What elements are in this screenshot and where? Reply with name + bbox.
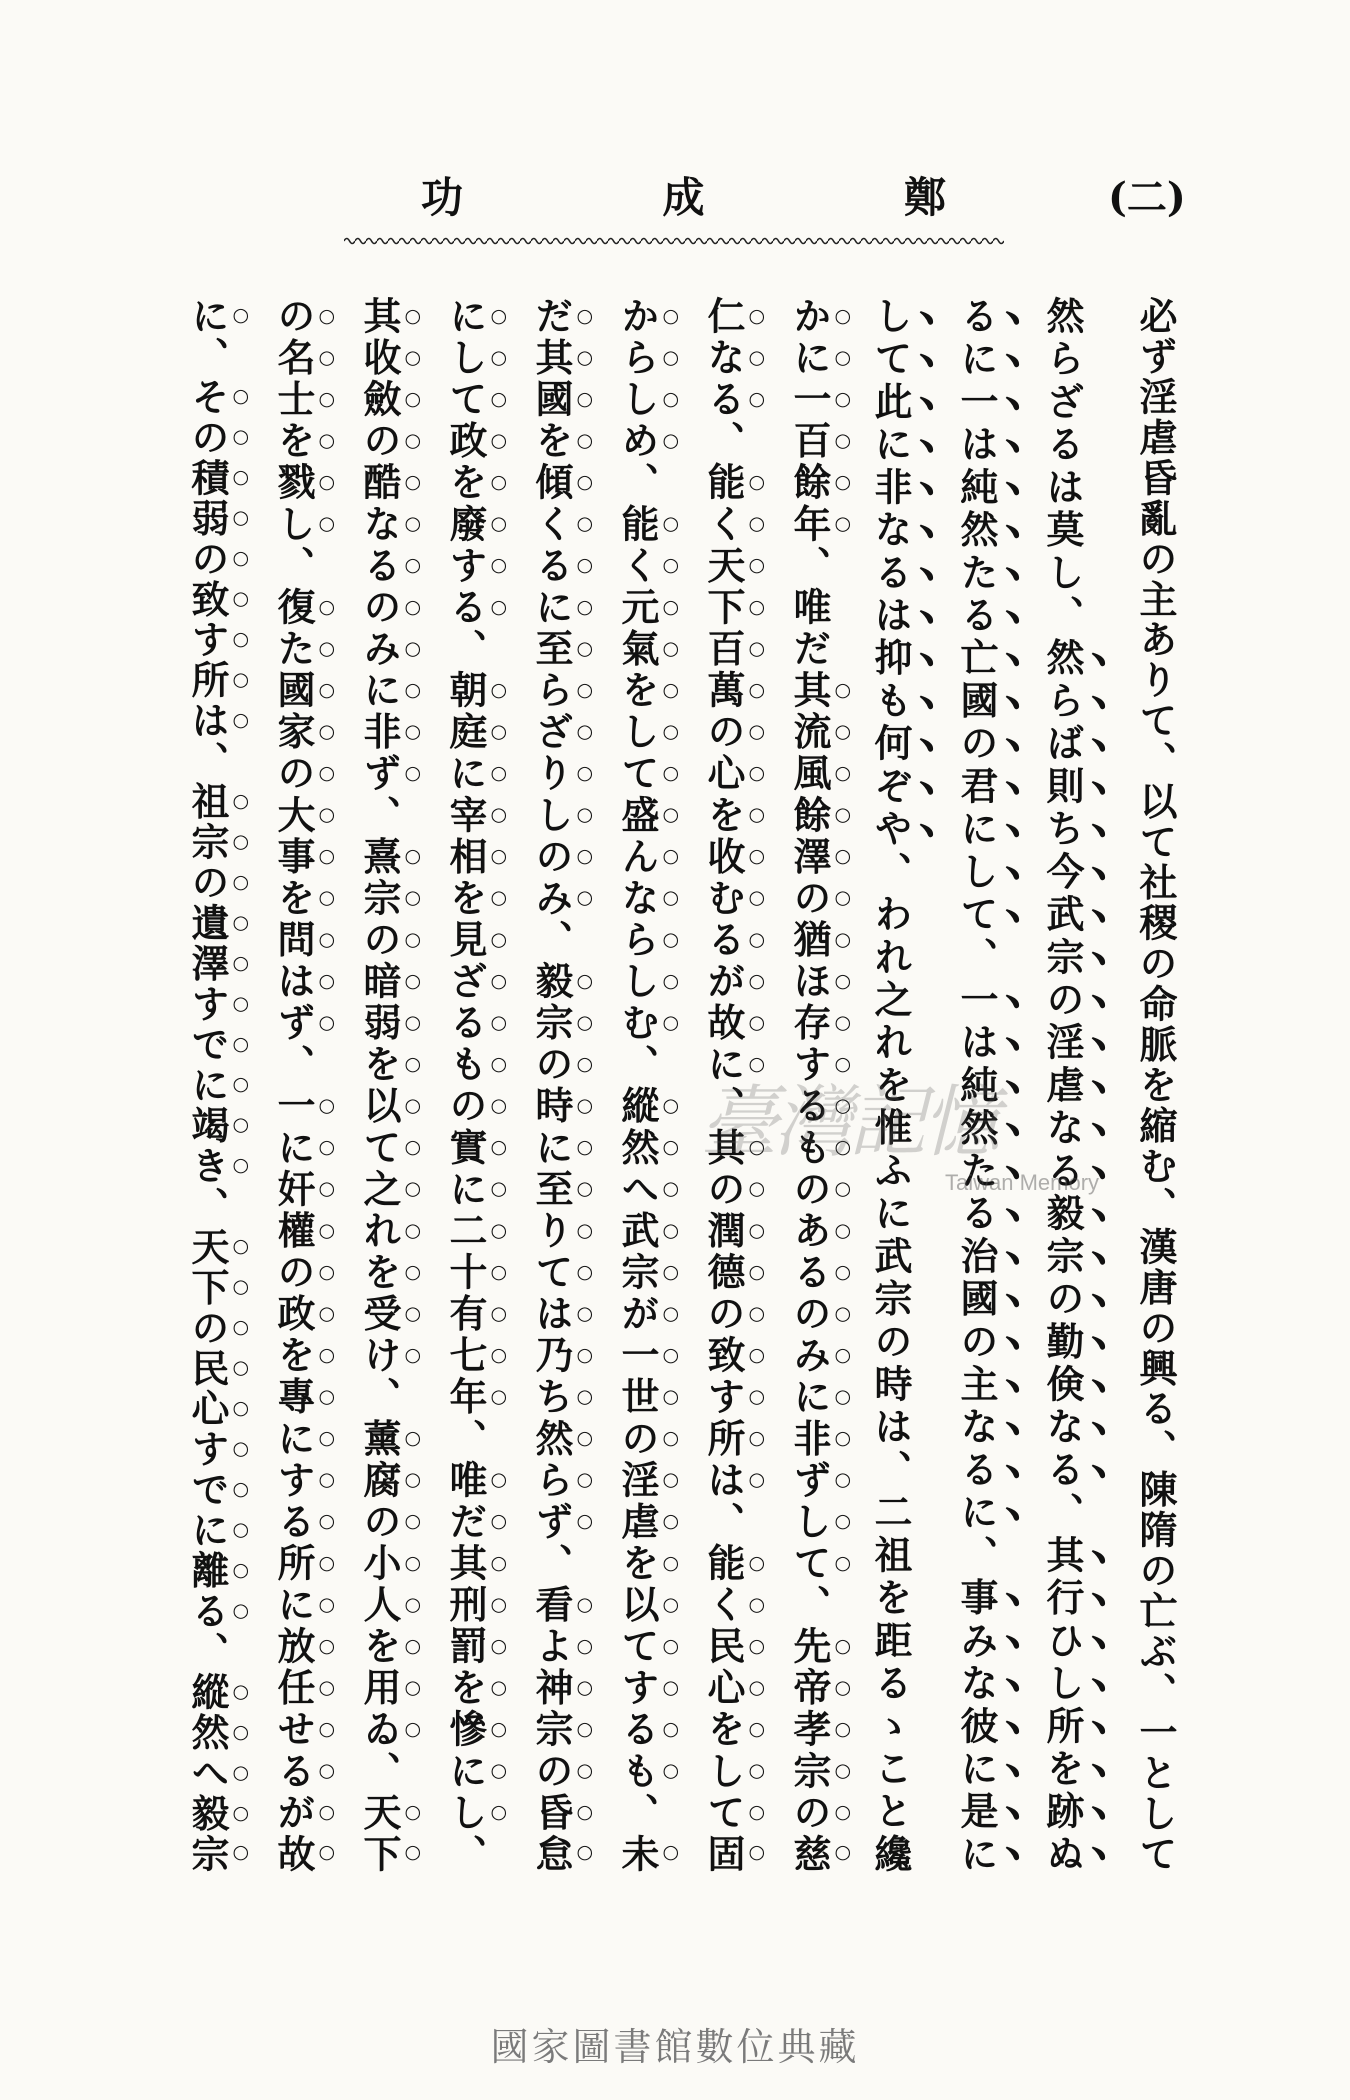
text-segment: かに一百餘年 [787,296,832,546]
text-segment: 仁なる、能く天下百萬の心を收むるが故に、其の潤德の致す所は、能く民心をして固 [701,296,746,1872]
text-segment: にして政を廢する、朝庭に宰相を見ざるもの實に二十有七年、唯だ其刑罰を慘にし、 [443,296,488,1872]
text-column [424,296,510,1872]
watermark-logo: 臺灣記憶 [700,1078,997,1168]
text-segment: 、われ之れを惟ふに武宗の時は、二祖を距るゝこと纔 [868,851,913,1872]
text-column [768,296,854,1872]
text-segment: だ其國を傾くるに至らざりしのみ、毅宗の時に至りては乃ち然らず、看よ神宗の昏怠 [529,296,574,1872]
text-segment: 其流風餘澤の猶ほ存するものあるのみに非ずして、先帝孝宗の慈 [787,670,832,1872]
running-title: 鄭成功 [421,173,946,222]
text-segment: 其收斂の酷なるのみに非ず、熹宗の暗弱を以て之れを受け、薰腐の小人を用ゐ、天下 [357,296,402,1872]
text-column [510,296,596,1872]
text-segment: して此に非なるは抑も何ぞや [868,296,913,852]
text-column [596,296,682,1872]
wavy-header-rule [344,234,1004,248]
text-column [252,296,338,1872]
body-text [166,296,1198,1872]
text-column [338,296,424,1872]
text-column [940,296,1026,1872]
page-number: (二) [1108,174,1186,221]
text-column [1112,296,1198,1872]
text-segment: 然らば則ち今武宗の淫虐なる毅宗の勤倹なる、其行ひし所を跡ぬ [1040,637,1085,1872]
text-segment: 必ず淫虐昏亂の主ありて、以て社稷の命脈を縮む、漢唐の興る、陳隋の亡ぶ、一として [1133,296,1178,1872]
text-column [682,296,768,1872]
text-segment: 、唯だ [787,545,832,671]
text-segment: 然らざるは莫し、 [1040,296,1085,638]
text-column [854,296,940,1872]
collection-credit: 國家圖書館數位典藏 [490,2025,860,2069]
text-column [1026,296,1112,1872]
text-segment: に、その積弱の致す所は、祖宗の遺澤すでに竭き、天下の民心すでに離る、縱然へ毅宗 [185,296,230,1872]
text-segment: るに一は純然たる亡國の君にして、一は純然たる治國の主なるに、事みな彼に是に [954,296,999,1872]
text-column [166,296,252,1872]
text-segment: の名士を戮し、復た國家の大事を問はず、一に奸權の政を專にする所に放任せるが故 [271,296,316,1872]
watermark-subtext: Taiwan Memory [945,1170,1100,1195]
text-segment: からしめ、能く元氣をして盛んならしむ、縱然へ武宗が一世の淫虐を以てするも、未 [615,296,660,1872]
